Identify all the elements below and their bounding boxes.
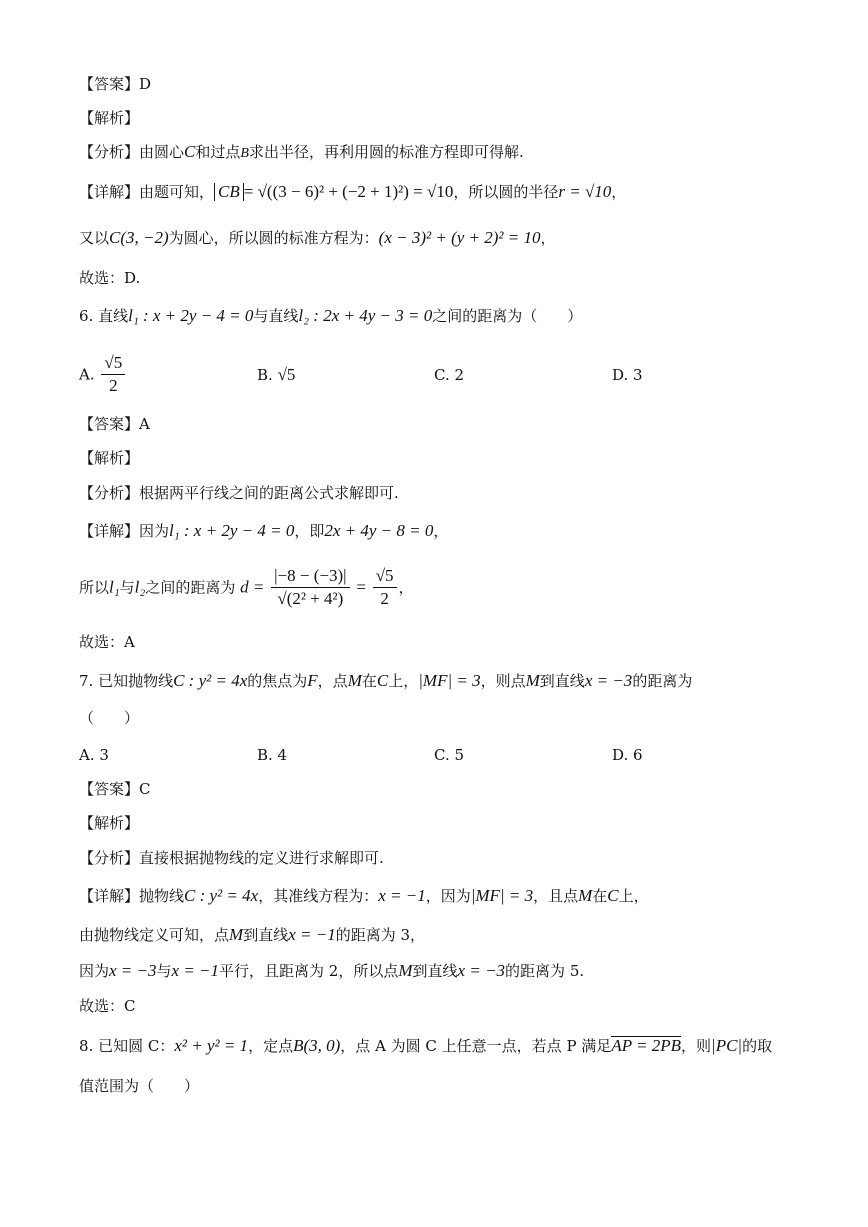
- q8-stem-line2: 值范围为（ ）: [79, 1077, 200, 1095]
- q7-analysis: 【分析】直接根据抛物线的定义进行求解即可.: [79, 849, 384, 867]
- q6-option-a: A. $\frac{√5}{2}$: [79, 352, 127, 397]
- q6-answer: 【答案】A: [79, 415, 150, 433]
- q7-detail-line3: 因为x = −3与x = −1平行，且距离为 2，所以点M到直线x = −3的距离为 5.: [79, 961, 585, 980]
- q6-stem: 6. 直线l₁ : x + 2y − 4 = 0与直线l₂ : 2x + 4y − 3 = 0之间的距离为（ ）: [79, 306, 583, 325]
- q7-stem-paren: （ ）: [79, 709, 140, 727]
- q7-option-b: B. 4: [257, 746, 288, 764]
- q6-analysis: 【分析】根据两平行线之间的距离公式求解即可.: [79, 484, 399, 502]
- q7-jiexi-heading: 【解析】: [79, 814, 140, 832]
- q5-jiexi-heading: 【解析】: [79, 109, 140, 127]
- q5-answer: 【答案】D: [79, 75, 152, 93]
- q7-detail-line1: 【详解】抛物线C : y² = 4x，其准线方程为：x = −1，因为|MF| = 3，且点M在C上，: [79, 886, 649, 905]
- q7-answer: 【答案】C: [79, 780, 151, 798]
- q6-detail-line2: 所以l₁与l₂之间的距离为 d = $\frac{|-8 - (-3)|}{\text{√(2² + 4²)}}$ = $\frac{√5}{2}$ ，: [79, 566, 414, 608]
- q7-option-c: C. 5: [434, 746, 465, 764]
- q7-stem: 7. 已知抛物线C : y² = 4x的焦点为F，点M在C上，|MF| = 3，则点M到直线x = −3的距离为: [79, 671, 693, 690]
- q6-choice: 故选：A: [79, 633, 135, 651]
- q6-option-b: B. √5: [257, 365, 296, 384]
- q6-detail-line1: 【详解】因为l₁ : x + 2y − 4 = 0，即2x + 4y − 8 = 0，: [79, 521, 449, 540]
- q5-detail-line1: 【详解】由题可知， CB = √((3 − 6)² + (−2 + 1)²) = √10，所以圆的半径r = √10，: [79, 182, 627, 201]
- q5-analysis: 【分析】由圆心C和过点B求出半径，再利用圆的标准方程即可得解.: [79, 142, 524, 161]
- q7-option-a: A. 3: [79, 746, 109, 764]
- q6-jiexi-heading: 【解析】: [79, 449, 140, 467]
- q5-choice: 故选：D.: [79, 269, 141, 287]
- q8-stem: 8. 已知圆 C：x² + y² = 1，定点B(3, 0)，点 A 为圆 C 上任意一点，若点 P 满足AP = 2PB，则|PC|的取: [79, 1036, 773, 1055]
- q7-choice: 故选：C: [79, 997, 136, 1015]
- q6-option-d: D. 3: [612, 366, 643, 384]
- q5-detail-line2: 又以C(3, −2)为圆心，所以圆的标准方程为：(x − 3)² + (y + 2)² = 10，: [79, 228, 556, 247]
- q7-detail-line2: 由抛物线定义可知，点M到直线x = −1的距离为 3，: [79, 925, 426, 944]
- q6-option-c: C. 2: [434, 366, 465, 384]
- q7-option-d: D. 6: [612, 746, 643, 764]
